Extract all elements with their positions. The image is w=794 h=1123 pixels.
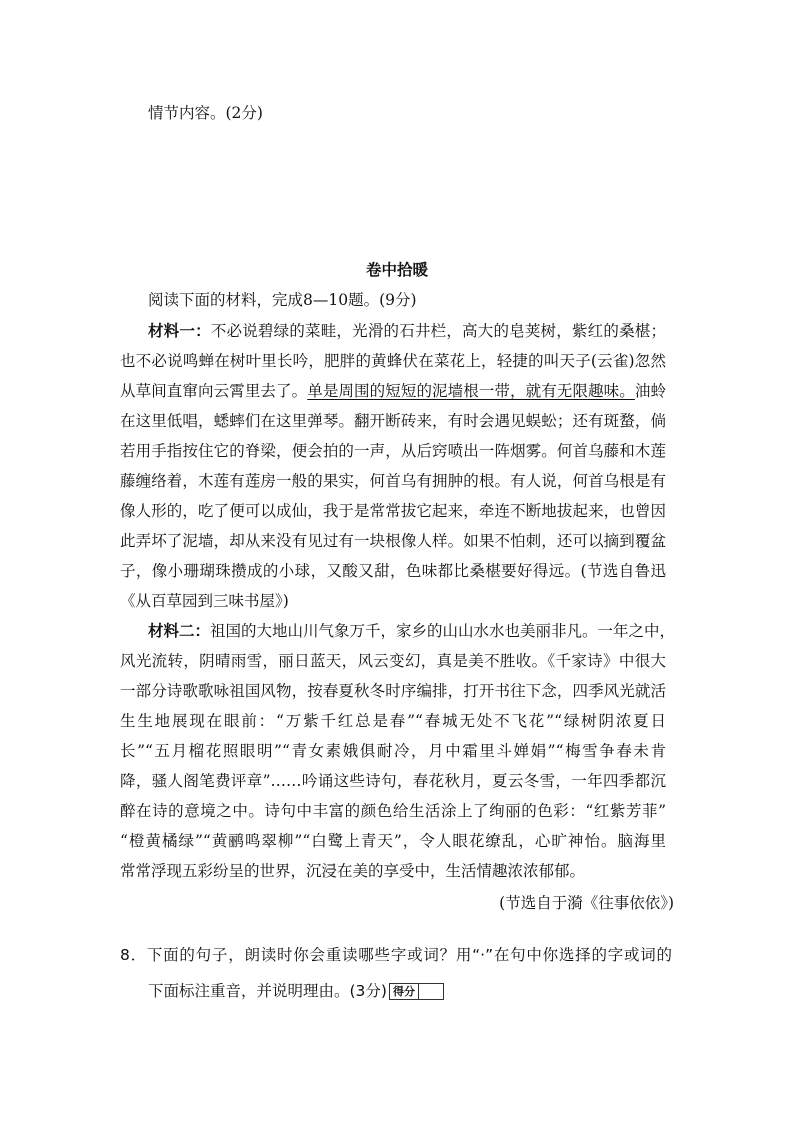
material2-line-7: 醉在诗的意境之中。诗句中丰富的颜色给生活涂上了绚丽的色彩：“红紫芳菲” bbox=[120, 802, 666, 820]
material2-line-3: 一部分诗歌歌咏祖国风物，按春夏秋冬时序编排，打开书往下念，四季风光就活 bbox=[120, 682, 666, 700]
material1-line-7: 像人形的，吃了便可以成仙，我于是常常拔它起来，牵连不断地拔起来，也曾因 bbox=[120, 502, 666, 520]
material2-line-9: 常常浮现五彩纷呈的世界，沉浸在美的享受中，生活情趣浓浓郁郁。 bbox=[120, 862, 586, 880]
reading-instruction: 阅读下面的材料，完成8—10题。(9分) bbox=[148, 291, 417, 309]
material1-line-5: 若用手指按住它的脊梁，便会拍的一声，从后窍喷出一阵烟雾。何首乌藤和木莲 bbox=[120, 442, 666, 460]
material1-line-10: 《从百草园到三味书屋》) bbox=[120, 592, 289, 610]
previous-question-tail: 情节内容。(2分) bbox=[148, 104, 263, 122]
material1-line-2: 也不必说鸣蝉在树叶里长吟，肥胖的黄蜂伏在菜花上，轻捷的叫天子(云雀)忽然 bbox=[120, 352, 666, 370]
material2-line-4: 生生地展现在眼前：“万紫千红总是春”“春城无处不飞花”“绿树阴浓夏日 bbox=[120, 712, 666, 730]
material1-line-4: 在这里低唱，蟋蟀们在这里弹琴。翻开断砖来，有时会遇见蜈蚣；还有斑蝥，倘 bbox=[120, 412, 666, 430]
question-8-line-2: 下面标注重音，并说明理由。(3分) 得分 bbox=[148, 981, 444, 1001]
material1-line-8: 此弄坏了泥墙，却从来没有见过有一块根像人样。如果不怕刺，还可以摘到覆盆 bbox=[120, 532, 666, 550]
material2-source: (节选自于漪《往事依依》) bbox=[499, 894, 674, 912]
underlined-sentence: 单是周围的短短的泥墙根一带，就有无限趣味。 bbox=[307, 382, 635, 400]
material2-line-1: 材料二：祖国的大地山川气象万千，家乡的山山水水也美丽非凡。一年之中， bbox=[148, 622, 676, 640]
score-label: 得分 bbox=[390, 984, 419, 999]
material1-label: 材料一： bbox=[148, 322, 211, 340]
question-8-line-1: 8．下面的句子，朗读时你会重读哪些字或词？用“·”在句中你选择的字或词的 bbox=[120, 946, 672, 964]
material2-line-5: 长”“五月榴花照眼明”“青女素娥俱耐冷，月中霜里斗婵娟”“梅雪争春未肯 bbox=[120, 742, 666, 760]
material2-line-2: 风光流转，阴晴雨雪，丽日蓝天，风云变幻，真是美不胜收。《千家诗》中很大 bbox=[120, 652, 666, 670]
material1-line-1: 材料一：不必说碧绿的菜畦，光滑的石井栏，高大的皂荚树，紫红的桑椹； bbox=[148, 322, 666, 340]
material2-label: 材料二： bbox=[148, 622, 211, 640]
material1-line-9: 子，像小珊瑚珠攒成的小球，又酸又甜，色味都比桑椹要好得远。(节选自鲁迅 bbox=[120, 562, 666, 580]
material2-line-6: 降，骚人阁笔费评章”……吟诵这些诗句，春花秋月，夏云冬雪，一年四季都沉 bbox=[120, 772, 666, 790]
material1-line-6: 藤缠络着，木莲有莲房一般的果实，何首乌有拥肿的根。有人说，何首乌根是有 bbox=[120, 472, 666, 490]
material2-line-8: “橙黄橘绿”“黄鹂鸣翠柳”“白鹭上青天”，令人眼花缭乱，心旷神怡。脑海里 bbox=[120, 832, 666, 850]
section-title: 卷中拾暖 bbox=[365, 261, 428, 279]
score-box[interactable] bbox=[389, 983, 444, 1000]
material1-line-3: 从草间直窜向云霄里去了。单是周围的短短的泥墙根一带，就有无限趣味。油蛉 bbox=[120, 382, 666, 400]
